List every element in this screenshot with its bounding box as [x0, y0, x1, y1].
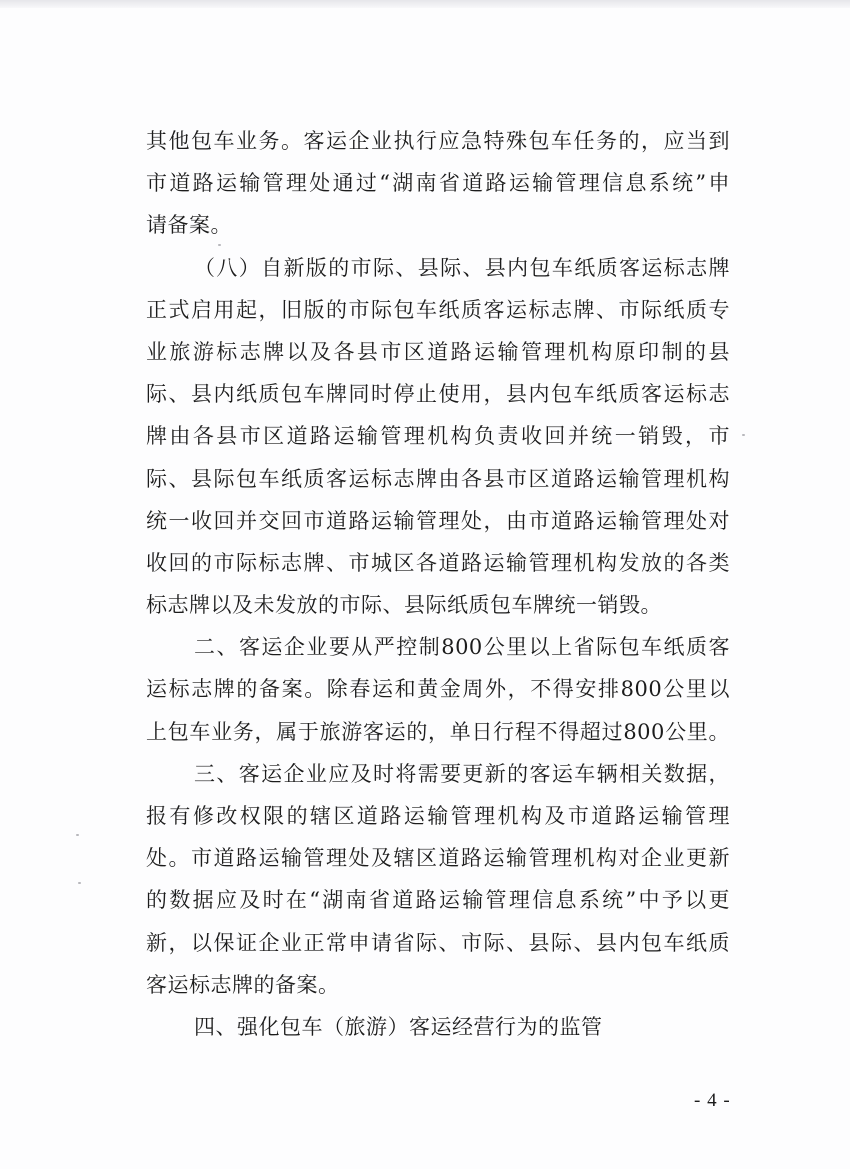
body-text	[146, 120, 730, 1048]
text-line: 市道路运输管理处通过“湖南省道路运输管理信息系统”申	[146, 171, 730, 196]
text-line: 收回的市际标志牌、市城区各道路运输管理机构发放的各类	[146, 550, 730, 575]
text-line: 际、县内纸质包车牌同时停止使用，县内包车纸质客运标志	[146, 382, 730, 407]
scan-speck	[76, 834, 79, 836]
page-number: - 4 -	[694, 1090, 731, 1111]
text-line: 牌由各县市区道路运输管理机构负责收回并统一销毁，市	[146, 424, 730, 449]
text-line: 请备案。	[146, 213, 232, 238]
text-line: 的数据应及时在“湖南省道路运输管理信息系统”中予以更	[146, 888, 730, 913]
text-line: 业旅游标志牌以及各县市区道路运输管理机构原印制的县	[146, 339, 730, 364]
text-line: 上包车业务，属于旅游客运的，单日行程不得超过800公里。	[146, 719, 730, 744]
scan-speck	[742, 434, 745, 436]
text-line: 其他包车业务。客运企业执行应急特殊包车任务的，应当到	[146, 129, 730, 153]
text-line: 标志牌以及未发放的市际、县际纸质包车牌统一销毁。	[146, 593, 662, 618]
scan-speck	[78, 882, 81, 884]
text-line: （八）自新版的市际、县际、县内包车纸质客运标志牌	[194, 255, 730, 280]
text-line: 二、客运企业要从严控制800公里以上省际包车纸质客	[194, 635, 730, 660]
scan-top-edge	[0, 0, 850, 8]
text-line: 三、客运企业应及时将需要更新的客运车辆相关数据，	[194, 761, 730, 786]
text-line: 际、县际包车纸质客运标志牌由各县市区道路运输管理机构	[146, 466, 730, 491]
text-line: 四、强化包车（旅游）客运经营行为的监管	[194, 1014, 603, 1039]
text-line: 报有修改权限的辖区道路运输管理机构及市道路运输管理	[146, 804, 730, 828]
text-line: 统一收回并交回市道路运输管理处，由市道路运输管理处对	[146, 508, 730, 533]
text-line: 客运标志牌的备案。	[146, 972, 340, 997]
text-line: 运标志牌的备案。除春运和黄金周外，不得安排800公里以	[146, 677, 730, 702]
text-line: 处。市道路运输管理处及辖区道路运输管理机构对企业更新	[146, 846, 730, 871]
text-line: 正式启用起，旧版的市际包车纸质客运标志牌、市际纸质专	[146, 297, 730, 322]
text-line: 新，以保证企业正常申请省际、市际、县际、县内包车纸质	[146, 930, 730, 955]
